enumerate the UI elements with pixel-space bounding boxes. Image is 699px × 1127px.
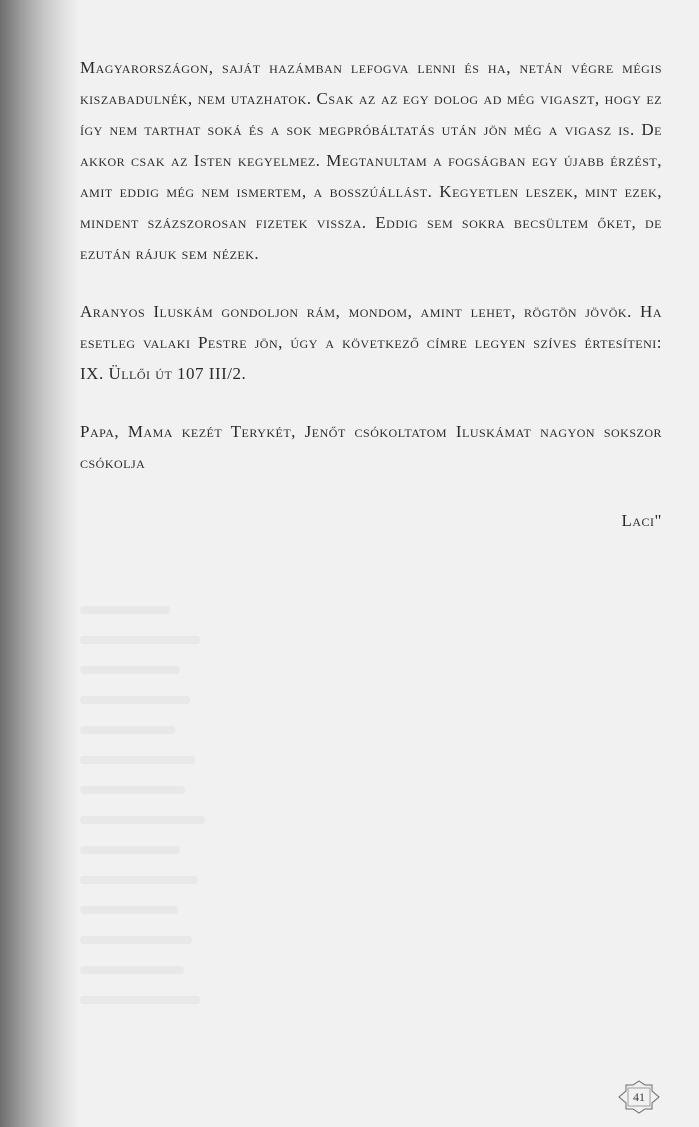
letter-signature: Laci" <box>621 511 662 530</box>
page-number: 41 <box>633 1090 645 1104</box>
show-through-line <box>80 816 205 824</box>
show-through-line <box>80 846 180 854</box>
page-number-ornament <box>618 1080 660 1114</box>
show-through-line <box>80 966 184 974</box>
letter-paragraph: Aranyos Iluskám gondoljon rám, mondom, amint lehet, rögtön jövök. Ha esetleg valaki Pestre jön, úgy a következő címre legyen szíves értesíteni: IX. Üllői út 107 III/2. <box>80 302 662 383</box>
show-through-line <box>80 906 178 914</box>
show-through-line <box>80 696 190 704</box>
show-through-line <box>80 666 180 674</box>
page-gutter-shadow <box>0 0 80 1127</box>
show-through-line <box>80 786 185 794</box>
letter-paragraph: Magyarországon, saját hazámban lefogva lenni és ha, netán végre mégis kiszabadulnék, nem utazhatok. Csak az az egy dolog ad még vigaszt, hogy ez így nem tarthat soká és a sok megpróbáltatás után jön még a vigasz is. De akkor csak az Isten kegyelmez. Megtanultam a fogságban egy újabb érzést, amit eddig még nem ismertem, a bosszúállást. Kegyetlen leszek, mint ezek, mindent százszorosan fizetek vissza. Eddig sem sokra becsültem őket, de ezután rájuk sem nézek. <box>80 58 662 263</box>
show-through-line <box>80 636 200 644</box>
show-through-line <box>80 876 198 884</box>
letter-body <box>80 52 662 536</box>
letter-paragraph: Papa, Mama kezét Terykét, Jenőt csókoltatom Iluskámat nagyon sokszor csókolja <box>80 422 662 472</box>
show-through-line <box>80 756 195 764</box>
show-through-line <box>80 606 170 614</box>
show-through-line <box>80 936 192 944</box>
show-through-line <box>80 996 200 1004</box>
show-through-line <box>80 726 175 734</box>
